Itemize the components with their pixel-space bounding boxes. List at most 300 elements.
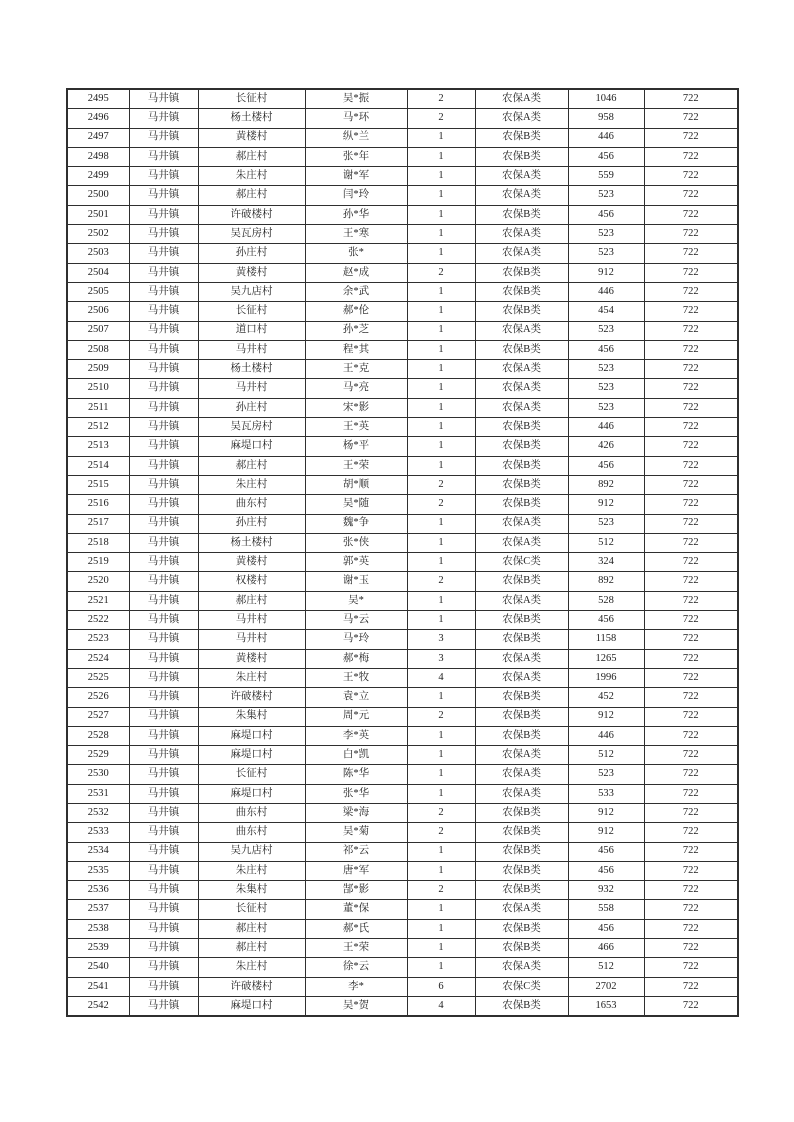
- table-cell: 1: [407, 533, 475, 552]
- table-cell: 农保B类: [475, 282, 568, 301]
- table-cell: 马井镇: [129, 167, 198, 186]
- table-cell: 426: [568, 437, 644, 456]
- table-row: [67, 746, 738, 765]
- table-cell: 吴*振: [305, 89, 407, 109]
- table-cell: 曲东村: [198, 803, 305, 822]
- table-cell: 722: [644, 572, 738, 591]
- table-cell: 446: [568, 128, 644, 147]
- table-cell: 农保A类: [475, 225, 568, 244]
- table-cell: 1046: [568, 89, 644, 109]
- table-cell: 2512: [67, 418, 129, 437]
- table-cell: 农保A类: [475, 360, 568, 379]
- table-cell: 马井镇: [129, 611, 198, 630]
- table-cell: 722: [644, 263, 738, 282]
- table-cell: 曲东村: [198, 495, 305, 514]
- table-cell: 梁*海: [305, 803, 407, 822]
- table-cell: 512: [568, 958, 644, 977]
- table-cell: 农保B类: [475, 495, 568, 514]
- table-cell: 农保B类: [475, 572, 568, 591]
- table-cell: 朱庄村: [198, 668, 305, 687]
- table-row: [67, 649, 738, 668]
- table-cell: 722: [644, 282, 738, 301]
- table-cell: 722: [644, 591, 738, 610]
- table-cell: 4: [407, 668, 475, 687]
- table-cell: 马井村: [198, 379, 305, 398]
- table-cell: 黄楼村: [198, 263, 305, 282]
- table-cell: 马井镇: [129, 707, 198, 726]
- table-cell: 马井镇: [129, 977, 198, 996]
- table-cell: 2531: [67, 784, 129, 803]
- table-cell: 2540: [67, 958, 129, 977]
- table-cell: 456: [568, 861, 644, 880]
- table-cell: 3: [407, 630, 475, 649]
- table-cell: 512: [568, 746, 644, 765]
- table-cell: 吴九店村: [198, 842, 305, 861]
- table-cell: 王*荣: [305, 456, 407, 475]
- table-cell: 3: [407, 649, 475, 668]
- table-cell: 1: [407, 418, 475, 437]
- table-cell: 523: [568, 244, 644, 263]
- table-row: [67, 186, 738, 205]
- table-cell: 郝*梅: [305, 649, 407, 668]
- table-cell: 722: [644, 823, 738, 842]
- table-cell: 马井镇: [129, 398, 198, 417]
- table-cell: 446: [568, 726, 644, 745]
- table-cell: 马井镇: [129, 225, 198, 244]
- table-cell: 农保B类: [475, 205, 568, 224]
- table-cell: 2: [407, 109, 475, 128]
- table-cell: 黄楼村: [198, 649, 305, 668]
- table-cell: 722: [644, 996, 738, 1016]
- table-cell: 722: [644, 881, 738, 900]
- table-cell: 722: [644, 225, 738, 244]
- table-cell: 722: [644, 765, 738, 784]
- table-cell: 1: [407, 167, 475, 186]
- table-cell: 2: [407, 572, 475, 591]
- table-cell: 赵*成: [305, 263, 407, 282]
- table-row: [67, 456, 738, 475]
- table-cell: 2530: [67, 765, 129, 784]
- table-cell: 马井镇: [129, 340, 198, 359]
- table-row: [67, 591, 738, 610]
- table-cell: 2702: [568, 977, 644, 996]
- table-cell: 农保B类: [475, 418, 568, 437]
- table-cell: 马井镇: [129, 379, 198, 398]
- table-cell: 2496: [67, 109, 129, 128]
- table-cell: 程*其: [305, 340, 407, 359]
- table-cell: 王*克: [305, 360, 407, 379]
- table-cell: 1996: [568, 668, 644, 687]
- table-cell: 农保B类: [475, 147, 568, 166]
- table-cell: 722: [644, 379, 738, 398]
- table-cell: 1: [407, 611, 475, 630]
- table-row: [67, 688, 738, 707]
- table-cell: 马井镇: [129, 128, 198, 147]
- table-cell: 农保A类: [475, 900, 568, 919]
- table-cell: 农保B类: [475, 630, 568, 649]
- table-cell: 长征村: [198, 302, 305, 321]
- table-cell: 魏*争: [305, 514, 407, 533]
- table-cell: 2: [407, 823, 475, 842]
- table-cell: 朱庄村: [198, 167, 305, 186]
- table-cell: 马井镇: [129, 630, 198, 649]
- table-cell: 胡*顺: [305, 475, 407, 494]
- table-cell: 孙庄村: [198, 398, 305, 417]
- table-cell: 农保B类: [475, 996, 568, 1016]
- table-cell: 523: [568, 514, 644, 533]
- table-cell: 吴*贺: [305, 996, 407, 1016]
- table-cell: 余*武: [305, 282, 407, 301]
- table-row: [67, 611, 738, 630]
- table-cell: 2519: [67, 553, 129, 572]
- table-cell: 722: [644, 475, 738, 494]
- table-cell: 马井镇: [129, 147, 198, 166]
- table-cell: 1: [407, 205, 475, 224]
- table-cell: 1: [407, 688, 475, 707]
- table-cell: 郝庄村: [198, 456, 305, 475]
- table-cell: 农保A类: [475, 109, 568, 128]
- table-cell: 1: [407, 302, 475, 321]
- table-cell: 马井镇: [129, 823, 198, 842]
- table-row: [67, 553, 738, 572]
- table-cell: 农保A类: [475, 89, 568, 109]
- table-cell: 2: [407, 89, 475, 109]
- table-row: [67, 379, 738, 398]
- table-cell: 道口村: [198, 321, 305, 340]
- table-cell: 农保B类: [475, 823, 568, 842]
- table-cell: 农保B类: [475, 726, 568, 745]
- table-cell: 523: [568, 765, 644, 784]
- table-row: [67, 340, 738, 359]
- table-cell: 朱集村: [198, 707, 305, 726]
- table-cell: 农保B类: [475, 340, 568, 359]
- table-cell: 农保A类: [475, 591, 568, 610]
- table-cell: 1: [407, 437, 475, 456]
- table-body: [67, 89, 738, 1016]
- table-cell: 722: [644, 746, 738, 765]
- table-cell: 446: [568, 282, 644, 301]
- table-cell: 袁*立: [305, 688, 407, 707]
- table-row: [67, 263, 738, 282]
- table-cell: 马*玲: [305, 630, 407, 649]
- table-cell: 朱庄村: [198, 475, 305, 494]
- table-cell: 2541: [67, 977, 129, 996]
- table-row: [67, 823, 738, 842]
- table-cell: 农保A类: [475, 668, 568, 687]
- table-cell: 马井镇: [129, 533, 198, 552]
- table-row: [67, 167, 738, 186]
- table-row: [67, 803, 738, 822]
- table-cell: 512: [568, 533, 644, 552]
- table-cell: 马井镇: [129, 321, 198, 340]
- table-cell: 722: [644, 495, 738, 514]
- table-cell: 张*: [305, 244, 407, 263]
- table-cell: 马井镇: [129, 514, 198, 533]
- table-cell: 农保A类: [475, 765, 568, 784]
- table-cell: 722: [644, 900, 738, 919]
- table-cell: 马井镇: [129, 475, 198, 494]
- table-cell: 2533: [67, 823, 129, 842]
- table-cell: 523: [568, 186, 644, 205]
- table-cell: 2509: [67, 360, 129, 379]
- table-cell: 徐*云: [305, 958, 407, 977]
- table-row: [67, 495, 738, 514]
- table-cell: 马井镇: [129, 939, 198, 958]
- table-cell: 523: [568, 379, 644, 398]
- table-cell: 农保A类: [475, 784, 568, 803]
- table-cell: 吴瓦房村: [198, 418, 305, 437]
- table-cell: 722: [644, 418, 738, 437]
- table-cell: 456: [568, 919, 644, 938]
- table-cell: 长征村: [198, 765, 305, 784]
- table-cell: 456: [568, 147, 644, 166]
- table-cell: 2499: [67, 167, 129, 186]
- table-cell: 王*荣: [305, 939, 407, 958]
- table-cell: 马井镇: [129, 437, 198, 456]
- table-cell: 1: [407, 726, 475, 745]
- table-cell: 528: [568, 591, 644, 610]
- table-cell: 722: [644, 707, 738, 726]
- table-row: [67, 147, 738, 166]
- table-cell: 1: [407, 225, 475, 244]
- table-cell: 马*亮: [305, 379, 407, 398]
- table-cell: 2497: [67, 128, 129, 147]
- table-cell: 1: [407, 514, 475, 533]
- table-cell: 2503: [67, 244, 129, 263]
- table-cell: 912: [568, 707, 644, 726]
- table-cell: 722: [644, 514, 738, 533]
- table-cell: 农保B类: [475, 939, 568, 958]
- table-cell: 农保B类: [475, 688, 568, 707]
- table-cell: 2500: [67, 186, 129, 205]
- table-cell: 马井镇: [129, 456, 198, 475]
- table-cell: 466: [568, 939, 644, 958]
- table-cell: 1: [407, 784, 475, 803]
- table-cell: 马*环: [305, 109, 407, 128]
- table-cell: 722: [644, 360, 738, 379]
- table-cell: 郝庄村: [198, 919, 305, 938]
- table-cell: 912: [568, 803, 644, 822]
- table-cell: 谢*玉: [305, 572, 407, 591]
- table-cell: 2: [407, 475, 475, 494]
- table-cell: 558: [568, 900, 644, 919]
- table-cell: 1: [407, 379, 475, 398]
- table-cell: 2495: [67, 89, 129, 109]
- table-cell: 1: [407, 340, 475, 359]
- table-cell: 周*元: [305, 707, 407, 726]
- table-cell: 722: [644, 939, 738, 958]
- table-cell: 农保A类: [475, 649, 568, 668]
- table-cell: 2536: [67, 881, 129, 900]
- table-cell: 黄楼村: [198, 128, 305, 147]
- table-cell: 朱庄村: [198, 861, 305, 880]
- table-cell: 郭*英: [305, 553, 407, 572]
- table-cell: 马井镇: [129, 861, 198, 880]
- table-cell: 722: [644, 321, 738, 340]
- table-cell: 农保B类: [475, 881, 568, 900]
- table-cell: 1653: [568, 996, 644, 1016]
- table-cell: 2521: [67, 591, 129, 610]
- table-cell: 2539: [67, 939, 129, 958]
- table-cell: 2514: [67, 456, 129, 475]
- table-cell: 2507: [67, 321, 129, 340]
- table-row: [67, 205, 738, 224]
- table-cell: 农保A类: [475, 514, 568, 533]
- table-cell: 2511: [67, 398, 129, 417]
- table-cell: 农保C类: [475, 977, 568, 996]
- table-cell: 2: [407, 707, 475, 726]
- table-cell: 麻堤口村: [198, 784, 305, 803]
- table-cell: 马井镇: [129, 244, 198, 263]
- table-cell: 456: [568, 340, 644, 359]
- table-cell: 1: [407, 282, 475, 301]
- table-cell: 农保A类: [475, 746, 568, 765]
- table-cell: 722: [644, 726, 738, 745]
- table-row: [67, 225, 738, 244]
- table-row: [67, 707, 738, 726]
- table-cell: 郝庄村: [198, 939, 305, 958]
- table-cell: 马井镇: [129, 803, 198, 822]
- table-cell: 麻堤口村: [198, 726, 305, 745]
- table-cell: 吴*菊: [305, 823, 407, 842]
- table-cell: 2502: [67, 225, 129, 244]
- table-cell: 446: [568, 418, 644, 437]
- table-cell: 722: [644, 649, 738, 668]
- table-cell: 2518: [67, 533, 129, 552]
- table-cell: 许破楼村: [198, 977, 305, 996]
- table-cell: 2: [407, 263, 475, 282]
- table-cell: 马井镇: [129, 263, 198, 282]
- table-row: [67, 398, 738, 417]
- table-cell: 农保A类: [475, 379, 568, 398]
- table-cell: 杨土楼村: [198, 533, 305, 552]
- table-cell: 2542: [67, 996, 129, 1016]
- table-cell: 农保B类: [475, 919, 568, 938]
- table-cell: 农保A类: [475, 398, 568, 417]
- table-cell: 麻堤口村: [198, 996, 305, 1016]
- table-cell: 2515: [67, 475, 129, 494]
- table-cell: 2526: [67, 688, 129, 707]
- table-cell: 农保B类: [475, 302, 568, 321]
- table-cell: 郝庄村: [198, 186, 305, 205]
- table-cell: 2505: [67, 282, 129, 301]
- table-cell: 722: [644, 128, 738, 147]
- table-cell: 722: [644, 109, 738, 128]
- table-cell: 唐*军: [305, 861, 407, 880]
- table-cell: 523: [568, 360, 644, 379]
- table-cell: 722: [644, 205, 738, 224]
- table-cell: 932: [568, 881, 644, 900]
- table-cell: 912: [568, 495, 644, 514]
- table-cell: 张*华: [305, 784, 407, 803]
- table-cell: 452: [568, 688, 644, 707]
- table-cell: 722: [644, 533, 738, 552]
- table-cell: 1158: [568, 630, 644, 649]
- table-cell: 郝*伦: [305, 302, 407, 321]
- table-cell: 农保B类: [475, 707, 568, 726]
- table-row: [67, 881, 738, 900]
- table-cell: 马井镇: [129, 302, 198, 321]
- table-cell: 农保B类: [475, 611, 568, 630]
- table-cell: 农保A类: [475, 321, 568, 340]
- table-cell: 王*英: [305, 418, 407, 437]
- table-cell: 马井村: [198, 340, 305, 359]
- table-cell: 2: [407, 803, 475, 822]
- table-cell: 2520: [67, 572, 129, 591]
- table-cell: 722: [644, 340, 738, 359]
- table-cell: 马井镇: [129, 900, 198, 919]
- table-cell: 2535: [67, 861, 129, 880]
- table-row: [67, 842, 738, 861]
- table-cell: 722: [644, 456, 738, 475]
- table-cell: 马井村: [198, 630, 305, 649]
- table-cell: 6: [407, 977, 475, 996]
- table-cell: 2510: [67, 379, 129, 398]
- table-cell: 马井镇: [129, 649, 198, 668]
- table-cell: 麻堤口村: [198, 437, 305, 456]
- table-cell: 宋*影: [305, 398, 407, 417]
- table-cell: 722: [644, 611, 738, 630]
- table-cell: 董*保: [305, 900, 407, 919]
- table-cell: 892: [568, 475, 644, 494]
- table-cell: 郜*影: [305, 881, 407, 900]
- table-cell: 1: [407, 861, 475, 880]
- table-cell: 马井镇: [129, 842, 198, 861]
- table-cell: 722: [644, 919, 738, 938]
- table-cell: 马*云: [305, 611, 407, 630]
- table-cell: 长征村: [198, 89, 305, 109]
- table-row: [67, 630, 738, 649]
- table-cell: 吴*随: [305, 495, 407, 514]
- table-cell: 祁*云: [305, 842, 407, 861]
- table-cell: 2523: [67, 630, 129, 649]
- table-cell: 吴瓦房村: [198, 225, 305, 244]
- table-row: [67, 668, 738, 687]
- table-cell: 722: [644, 861, 738, 880]
- table-cell: 4: [407, 996, 475, 1016]
- table-cell: 农保B类: [475, 842, 568, 861]
- table-cell: 1: [407, 398, 475, 417]
- table-cell: 722: [644, 244, 738, 263]
- table-cell: 722: [644, 553, 738, 572]
- table-cell: 958: [568, 109, 644, 128]
- table-cell: 2524: [67, 649, 129, 668]
- table-cell: 曲东村: [198, 823, 305, 842]
- table-cell: 马井镇: [129, 495, 198, 514]
- table-cell: 2534: [67, 842, 129, 861]
- table-cell: 722: [644, 437, 738, 456]
- table-cell: 朱庄村: [198, 958, 305, 977]
- table-cell: 张*侠: [305, 533, 407, 552]
- table-row: [67, 861, 738, 880]
- table-cell: 1: [407, 765, 475, 784]
- table-cell: 1: [407, 186, 475, 205]
- table-cell: 2508: [67, 340, 129, 359]
- table-cell: 722: [644, 842, 738, 861]
- table-cell: 马井镇: [129, 205, 198, 224]
- table-cell: 722: [644, 803, 738, 822]
- table-cell: 454: [568, 302, 644, 321]
- table-cell: 郝*氏: [305, 919, 407, 938]
- table-cell: 杨土楼村: [198, 360, 305, 379]
- table-cell: 912: [568, 823, 644, 842]
- table-cell: 1: [407, 244, 475, 263]
- table-cell: 1: [407, 746, 475, 765]
- table-cell: 马井镇: [129, 784, 198, 803]
- table-row: [67, 302, 738, 321]
- table-cell: 杨土楼村: [198, 109, 305, 128]
- table-cell: 农保B类: [475, 263, 568, 282]
